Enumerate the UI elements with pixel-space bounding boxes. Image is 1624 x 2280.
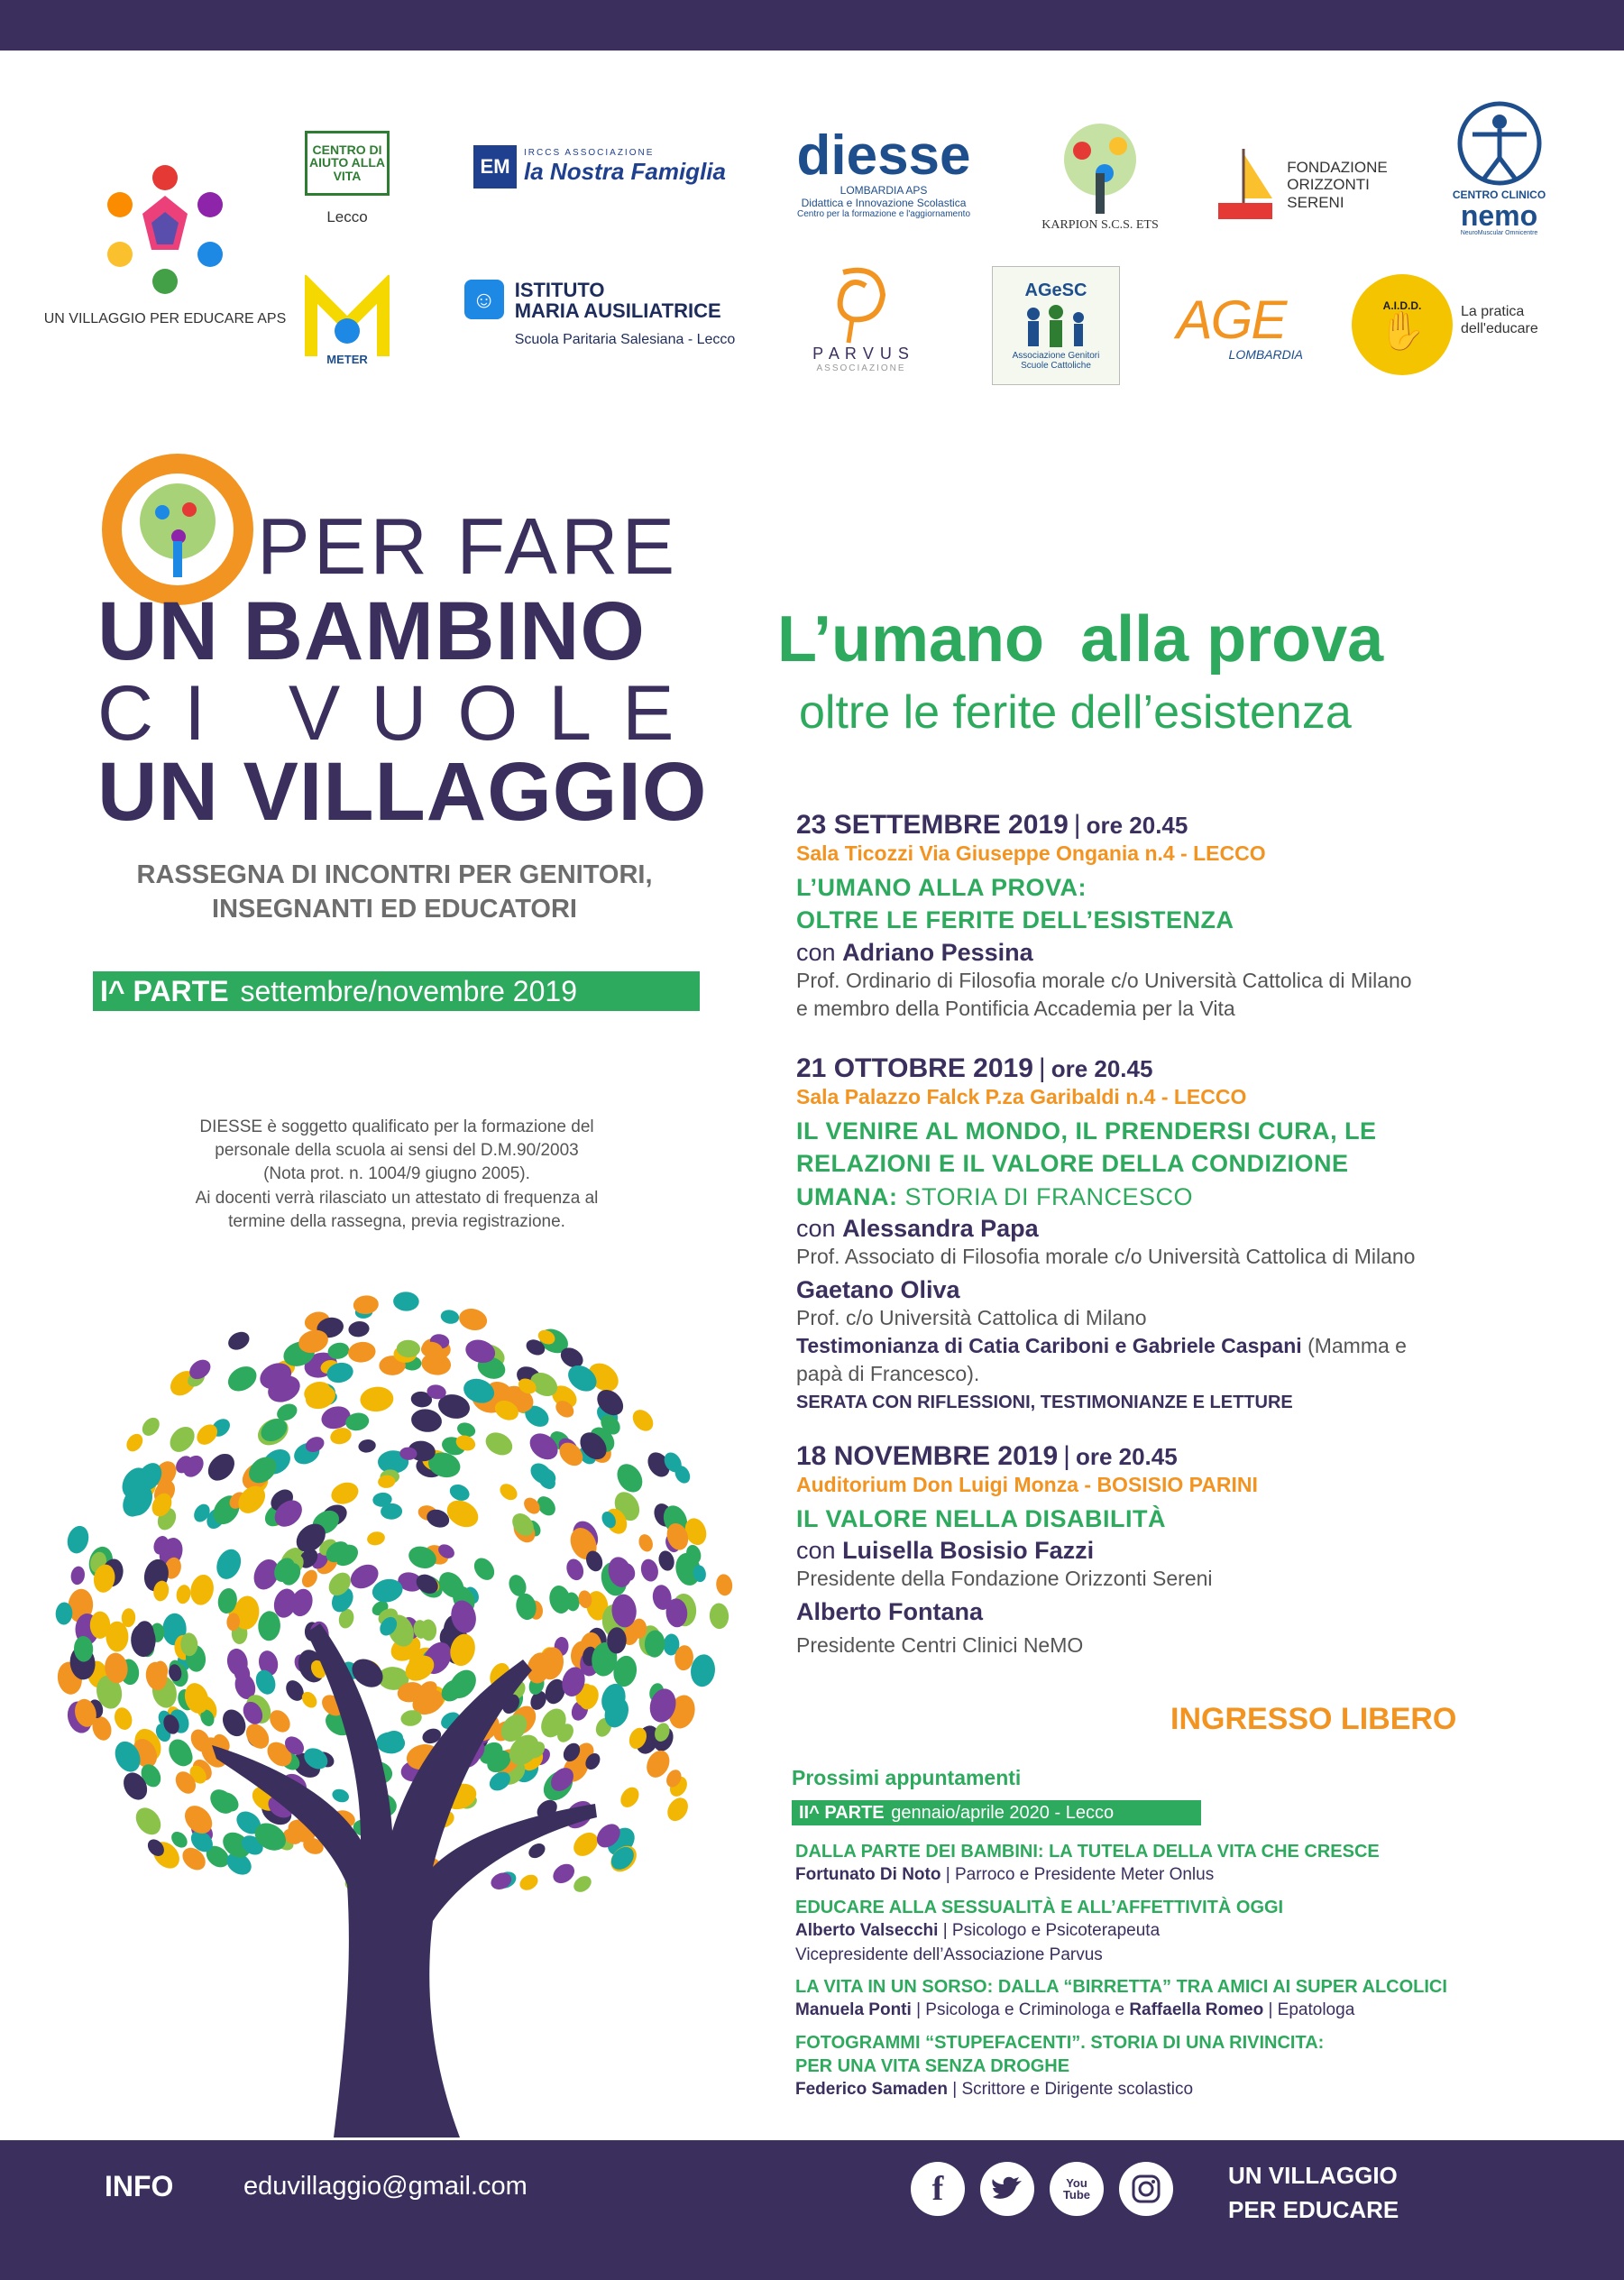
agesc-sub: Associazione Genitori Scuole Cattoliche — [1012, 351, 1100, 371]
ship-icon — [1209, 140, 1281, 230]
ima-logo — [446, 280, 753, 352]
event-topic-1: L’UMANO ALLA PROVA: — [796, 874, 1087, 901]
hand-leaf — [442, 1495, 482, 1532]
hand-leaf — [612, 1459, 647, 1497]
next-item-speaker — [795, 1999, 1535, 2023]
parte-2-bar — [792, 1800, 1201, 1825]
hand-leaf — [571, 1872, 594, 1895]
hand-leaf — [328, 1479, 362, 1508]
parte-2-label: II^ PARTE — [799, 1803, 885, 1823]
event-3 — [796, 1441, 1545, 1660]
hand-leaf — [135, 1621, 154, 1646]
parvus-sub: ASSOCIAZIONE — [816, 363, 906, 373]
footer-email[interactable]: eduvillaggio@gmail.com — [243, 2172, 528, 2201]
fondazione-line1: FONDAZIONE — [1287, 158, 1388, 176]
event-topic-2: RELAZIONI E IL VALORE DELLA CONDIZIONE — [796, 1150, 1349, 1178]
tree-icon — [1046, 119, 1154, 218]
event-venue: Auditorium Don Luigi Monza - BOSISIO PARINI — [796, 1473, 1258, 1496]
event-testimony-bold: Testimonianza di Catia Cariboni e Gabriele Caspani — [796, 1334, 1302, 1358]
event-date: 18 NOVEMBRE 2019 — [796, 1441, 1059, 1471]
event-1 — [796, 810, 1545, 1023]
event-sep: | — [1073, 810, 1081, 840]
hand-leaf — [526, 1841, 547, 1862]
hand-leaf — [638, 1558, 660, 1584]
hand-leaf — [393, 1292, 419, 1311]
hand-leaf — [409, 1407, 443, 1434]
nemo-name: nemo — [1460, 198, 1538, 232]
aidd-tagline: La pratica dell'educare — [1461, 304, 1538, 337]
hand-leaf — [664, 1794, 693, 1825]
villaggio-logo-text: UN VILLAGGIO PER EDUCARE APS — [43, 310, 287, 326]
parvus-logo — [780, 244, 942, 392]
event-con: con — [796, 938, 836, 966]
event-testimony-rest: (Mamma e — [1307, 1334, 1407, 1358]
hand-leaf — [617, 1784, 642, 1811]
next-item-desc: | Psicologa e Criminologa e — [916, 2000, 1125, 2019]
next-item-title: FOTOGRAMMI “STUPEFACENTI”. STORIA DI UNA RIVINCITA: — [795, 2033, 1325, 2053]
meter-text: METER — [326, 352, 368, 366]
next-item-name: Manuela Ponti — [795, 2000, 912, 2019]
diesse-note-line: Ai docenti verrà rilasciato un attestato di frequenza al — [195, 1188, 599, 1208]
next-item-name: Alberto Valsecchi — [795, 1921, 939, 1940]
hand-leaf — [447, 1482, 472, 1504]
event-date-line — [796, 1441, 1545, 1472]
next-item-speaker — [795, 1863, 1535, 1888]
hand-leaf — [517, 1871, 540, 1893]
hands-circle-icon — [88, 151, 242, 304]
rassegna-line2: INSEGNANTI ED EDUCATORI — [212, 894, 577, 924]
next-heading: Prossimi appuntamenti — [792, 1766, 1022, 1789]
next-item-1 — [795, 1840, 1535, 1888]
event-topic-3-rest: STORIA DI FRANCESCO — [904, 1182, 1194, 1210]
twitter-icon[interactable] — [980, 2162, 1034, 2216]
hand-leaf — [709, 1603, 729, 1630]
next-item-name: Fortunato Di Noto — [795, 1865, 941, 1884]
event-role-2: Presidente Centri Clinici NeMO — [796, 1633, 1084, 1658]
title-per-fare: PER FARE — [257, 501, 679, 591]
event-role-1: Prof. Associato di Filosofia morale c/o Università Cattolica di Milano — [796, 1245, 1416, 1269]
parte-1-label: I^ PARTE — [100, 975, 229, 1007]
diesse-note-line: (Nota prot. n. 1004/9 giugno 2005). — [263, 1164, 530, 1184]
event-venue: Sala Palazzo Falck P.za Garibaldi n.4 - LECCO — [796, 1085, 1247, 1108]
event-speaker-line — [796, 1215, 1545, 1243]
next-item-4 — [795, 2031, 1535, 2102]
hand-leaf — [213, 1546, 245, 1583]
main-title: L’umano alla prova — [777, 603, 1384, 676]
next-item-2 — [795, 1896, 1535, 1967]
hand-leaf — [298, 1568, 320, 1591]
hand-leaf — [64, 1523, 91, 1556]
hand-leaf — [547, 1584, 573, 1615]
hand-leaf — [347, 1320, 370, 1338]
hand-leaf — [203, 1448, 240, 1485]
diesse-note-line: personale della scuola ai sensi del D.M.90/2003 — [215, 1141, 579, 1161]
hand-leaf — [224, 1362, 261, 1397]
event-time: ore 20.45 — [1051, 1055, 1153, 1082]
hand-leaf — [131, 1803, 166, 1840]
next-item-desc: | Scrittore e Dirigente scolastico — [952, 2080, 1194, 2099]
next-item-desc-2: | Epatologa — [1268, 2000, 1355, 2019]
hand-leaf — [549, 1860, 578, 1887]
fondazione-logo — [1199, 135, 1398, 234]
ima-sub: Scuola Paritaria Salesiana - Lecco — [514, 332, 736, 348]
parvus-emblem-icon — [825, 263, 897, 345]
next-item-name: Federico Samaden — [795, 2080, 948, 2099]
age-name: AGE — [1176, 289, 1286, 350]
diesse-tag2: Centro per la formazione e l'aggiornamento — [796, 209, 971, 219]
cav-mark: CENTRO DI AIUTO ALLA VITA — [305, 131, 390, 196]
next-item-3 — [795, 1975, 1535, 2023]
next-item-name-2: Raffaella Romeo — [1129, 2000, 1264, 2019]
hand-leaf — [359, 1385, 394, 1413]
cav-city: Lecco — [326, 207, 368, 225]
instagram-icon[interactable] — [1119, 2162, 1173, 2216]
nostra-famiglia-logo — [446, 135, 753, 198]
camera-icon — [1131, 2174, 1161, 2204]
nemo-logo — [1443, 90, 1555, 244]
event-role-2: Prof. c/o Università Cattolica di Milano — [796, 1306, 1147, 1330]
ima-title1: ISTITUTO — [514, 279, 605, 301]
karpion-logo — [1028, 108, 1172, 244]
event-speaker: Luisella Bosisio Fazzi — [842, 1537, 1095, 1565]
ingresso-libero: INGRESSO LIBERO — [1170, 1702, 1457, 1736]
hand-leaf — [637, 1532, 656, 1554]
hand-leaf — [357, 1439, 376, 1454]
footer-info-label: INFO — [105, 2170, 174, 2202]
aidd-hands-icon: ✋ — [1378, 309, 1427, 352]
event-speaker-2-name: Alberto Fontana — [796, 1598, 983, 1626]
age-sub: LOMBARDIA — [1228, 346, 1303, 362]
youtube-label: You Tube — [1062, 2176, 1091, 2202]
event-note: SERATA CON RIFLESSIONI, TESTIMONIANZE E LETTURE — [796, 1392, 1293, 1412]
nemo-sub: NeuroMuscular Omnicentre — [1460, 229, 1538, 236]
diesse-note-line: DIESSE è soggetto qualificato per la formazione del — [199, 1117, 594, 1136]
event-con: con — [796, 1537, 836, 1565]
event-speaker-2 — [796, 1276, 1545, 1304]
family-icon — [1015, 301, 1096, 351]
vitruvian-icon — [1454, 98, 1545, 188]
smile-icon: ☺ — [464, 280, 504, 319]
hand-leaf — [165, 1422, 199, 1457]
tree-leaves — [55, 1292, 734, 1896]
event-role-1: Prof. Ordinario di Filosofia morale c/o Università Cattolica di Milano — [796, 968, 1412, 992]
hand-leaf — [69, 1565, 87, 1586]
hand-leaf — [188, 1573, 216, 1607]
footer-org-line2: PER EDUCARE — [1228, 2195, 1399, 2223]
event-speaker-2 — [796, 1598, 1545, 1626]
hand-leaf — [366, 1530, 387, 1547]
event-venue: Sala Ticozzi Via Giuseppe Ongania n.4 - LECCO — [796, 841, 1266, 865]
nostra-famiglia-name: la Nostra Famiglia — [524, 158, 726, 185]
event-topic-3-bold: UMANA: — [796, 1182, 898, 1210]
hands-tree-illustration — [36, 1254, 757, 2138]
event-time: ore 20.45 — [1075, 1443, 1178, 1470]
hand-leaf — [656, 1549, 676, 1572]
next-item-title: LA VITA IN UN SORSO: DALLA “BIRRETTA” TRA AMICI AI SUPER ALCOLICI — [795, 1977, 1447, 1997]
event-date-line — [796, 810, 1545, 841]
next-item-title: EDUCARE ALLA SESSUALITÀ E ALL’AFFETTIVITÀ OGGI — [795, 1898, 1284, 1917]
event-time: ore 20.45 — [1086, 812, 1188, 839]
footer-org — [1228, 2159, 1399, 2227]
event-speaker-2-name: Gaetano Oliva — [796, 1276, 960, 1304]
hand-leaf — [330, 1787, 351, 1804]
event-topic-3 — [796, 1181, 1545, 1213]
villaggio-logo — [43, 135, 287, 343]
karpion-text: KARPION S.C.S. ETS — [1041, 217, 1159, 232]
parte-2-dates: gennaio/aprile 2020 - Lecco — [891, 1803, 1115, 1823]
agesc-name: AGeSC — [1024, 280, 1087, 300]
parte-1-bar — [93, 971, 700, 1011]
youtube-icon[interactable] — [1050, 2162, 1104, 2216]
diesse-note-line: termine della rassegna, previa registrazione. — [228, 1211, 565, 1231]
title-un-villaggio: UN VILLAGGIO — [97, 746, 708, 838]
diesse-name: diesse — [796, 124, 971, 187]
hand-leaf — [139, 1414, 163, 1439]
rassegna-subtitle — [95, 859, 694, 926]
agesc-logo — [992, 266, 1120, 385]
title-un-bambino: UN BAMBINO — [97, 585, 646, 677]
event-sep: | — [1063, 1441, 1070, 1471]
hand-leaf — [470, 1554, 498, 1584]
event-speaker: Adriano Pessina — [842, 938, 1033, 966]
event-date-line — [796, 1053, 1545, 1084]
meter-logo — [298, 266, 397, 374]
event-speaker-line — [796, 939, 1545, 967]
nemo-pre: CENTRO CLINICO — [1452, 188, 1546, 201]
aidd-name: A.I.D.D. — [1382, 299, 1422, 312]
hand-leaf — [715, 1573, 734, 1596]
hand-leaf — [112, 1705, 134, 1733]
hand-leaf — [569, 1828, 602, 1862]
event-topic-2: OLTRE LE FERITE DELL’ESISTENZA — [796, 906, 1234, 934]
event-date: 23 SETTEMBRE 2019 — [796, 810, 1069, 840]
event-topic-1: IL VALORE NELLA DISABILITÀ — [796, 1505, 1166, 1532]
event-role-1: Presidente della Fondazione Orizzonti Sereni — [796, 1567, 1213, 1591]
next-item-title-2: PER UNA VITA SENZA DROGHE — [795, 2056, 1070, 2076]
hand-leaf — [225, 1328, 252, 1354]
top-bar — [0, 0, 1624, 51]
event-role-2: e membro della Pontificia Accademia per la Vita — [796, 996, 1235, 1020]
event-sep: | — [1038, 1053, 1046, 1083]
hand-leaf — [124, 1430, 146, 1454]
main-subtitle: oltre le ferite dell’esistenza — [799, 686, 1352, 739]
diesse-tag1: Didattica e Innovazione Scolastica — [801, 197, 967, 209]
hand-leaf — [175, 1584, 192, 1605]
event-topic-1: IL VENIRE AL MONDO, IL PRENDERSI CURA, LE — [796, 1117, 1377, 1145]
diesse-sub: LOMBARDIA APS — [840, 184, 928, 197]
rassegna-line1: RASSEGNA DI INCONTRI PER GENITORI, — [136, 860, 653, 889]
hand-leaf — [440, 1309, 461, 1326]
next-item-speaker — [795, 2078, 1535, 2102]
ima-title2: MARIA AUSILIATRICE — [514, 299, 721, 323]
hand-leaf — [457, 1306, 490, 1333]
fondazione-line3: SERENI — [1287, 193, 1344, 211]
fondazione-line2: ORIZZONTI — [1287, 176, 1370, 194]
next-item-extra: Vicepresidente dell’Associazione Parvus — [795, 1944, 1103, 1964]
age-logo — [1141, 275, 1321, 379]
event-date: 21 OTTOBRE 2019 — [796, 1053, 1033, 1083]
parte-1-dates: settembre/novembre 2019 — [240, 975, 577, 1007]
event-speaker-line — [796, 1537, 1545, 1565]
hand-leaf — [628, 1406, 657, 1436]
next-item-speaker — [795, 1919, 1535, 1944]
cav-logo — [298, 126, 397, 230]
hand-leaf — [497, 1481, 520, 1503]
diesse-note — [126, 1116, 667, 1234]
twitter-bird-icon — [991, 2175, 1023, 2202]
event-testimony-2: papà di Francesco). — [796, 1362, 980, 1386]
event-con: con — [796, 1215, 836, 1243]
event-2 — [796, 1053, 1545, 1413]
footer-org-line1: UN VILLAGGIO — [1228, 2162, 1398, 2189]
nostra-famiglia-icon: EM — [473, 145, 517, 188]
diesse-logo — [784, 122, 983, 225]
title-ci-vuole: CI VUOLE — [97, 670, 705, 757]
next-item-desc: | Psicologo e Psicoterapeuta — [942, 1921, 1161, 1940]
parvus-name: P A R V U S — [812, 344, 910, 363]
event-speaker: Alessandra Papa — [842, 1215, 1039, 1243]
event-testimony — [796, 1332, 1545, 1360]
hand-leaf — [564, 1557, 586, 1583]
aidd-logo — [1348, 271, 1456, 379]
meter-emblem-icon — [302, 275, 392, 365]
next-item-desc: | Parroco e Presidente Meter Onlus — [945, 1865, 1215, 1884]
hand-leaf — [482, 1428, 516, 1459]
hand-leaf — [347, 1340, 377, 1364]
facebook-icon[interactable]: f — [911, 2162, 965, 2216]
nostra-famiglia-pre: IRCCS ASSOCIAZIONE — [524, 148, 655, 158]
next-item-title: DALLA PARTE DEI BAMBINI: LA TUTELA DELLA VITA CHE CRESCE — [795, 1842, 1380, 1862]
